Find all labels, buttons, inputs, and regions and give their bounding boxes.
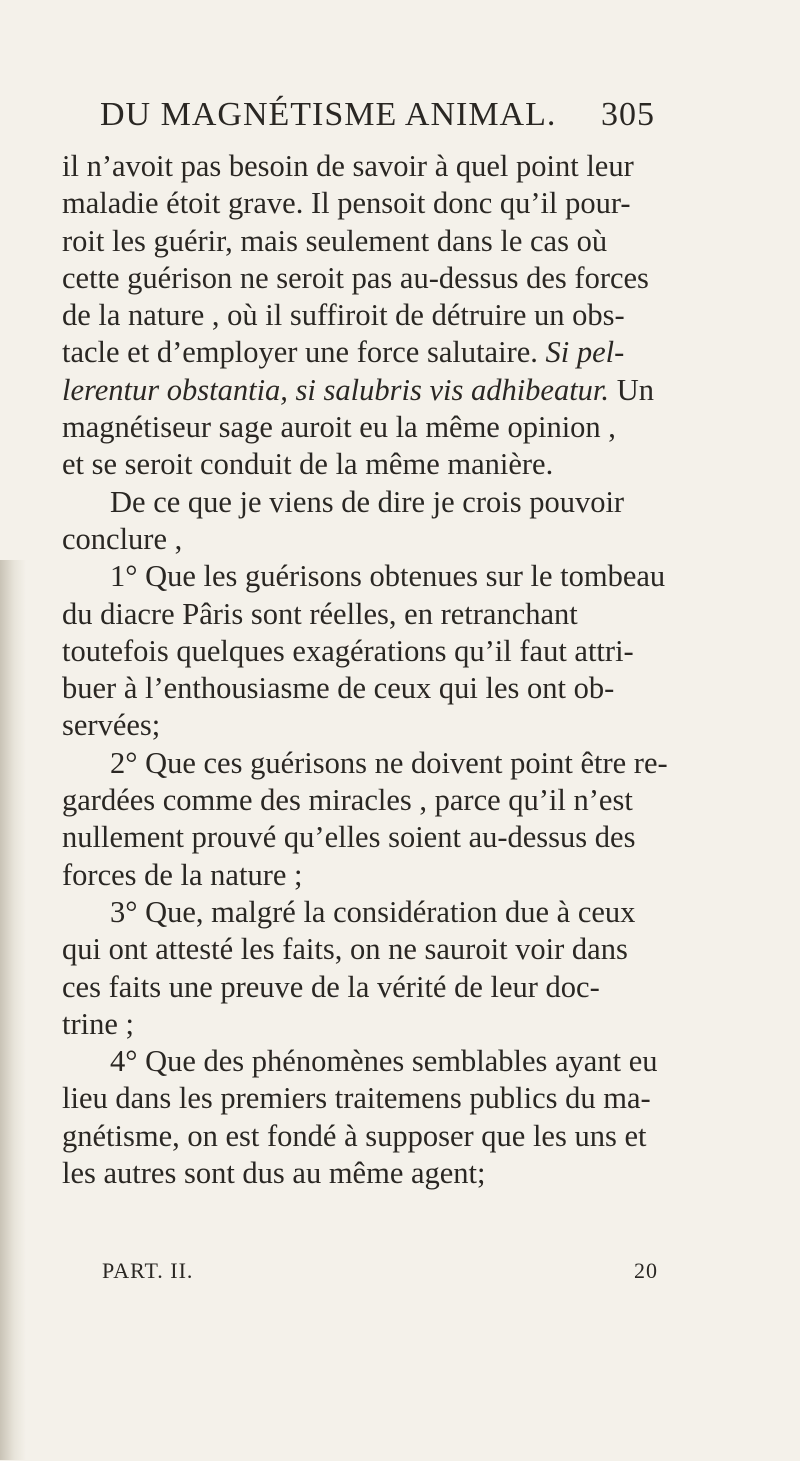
body-text <box>62 148 668 1192</box>
text-line: les autres sont dus au même agent; <box>62 1156 486 1191</box>
header-title: DU MAGNÉTISME ANIMAL. <box>100 96 557 133</box>
text-line <box>62 334 662 371</box>
text-line: 2° Que ces guérisons ne doivent point être re- <box>110 745 668 780</box>
text-line: servées; <box>62 708 161 743</box>
text-line: roit les guérir, mais seulement dans le cas où <box>62 223 608 258</box>
text-line: et se seroit conduit de la même manière. <box>62 447 554 482</box>
page-footer <box>102 1258 658 1288</box>
text-line: magnétiseur sage auroit eu la même opinion , <box>62 410 616 445</box>
text-line-part: Un <box>616 372 654 407</box>
gathering-number: 20 <box>634 1258 658 1283</box>
page-edge-shadow <box>0 560 26 1460</box>
text-line: forces de la nature ; <box>62 857 303 892</box>
text-line: lieu dans les premiers traitemens publics du ma- <box>62 1081 651 1116</box>
latin-quote-end: lerentur obstantia, si salubris vis adhibeatur. <box>62 372 610 407</box>
text-line: du diacre Pâris sont réelles, en retranchant <box>62 596 578 631</box>
text-line: toutefois quelques exagérations qu’il faut attri- <box>62 633 634 668</box>
text-line: De ce que je viens de dire je crois pouvoir <box>110 484 625 519</box>
text-line: qui ont attesté les faits, on ne sauroit voir dans <box>62 932 628 967</box>
text-line-part: tacle et d’employer une force salutaire. <box>62 335 538 370</box>
text-line: conclure , <box>62 521 183 556</box>
text-line: de la nature , où il suffiroit de détruire un obs- <box>62 298 625 333</box>
text-line: 4° Que des phénomènes semblables ayant eu <box>110 1044 658 1079</box>
latin-quote-start: Si pel- <box>545 335 625 370</box>
text-line: gnétisme, on est fondé à supposer que les uns et <box>62 1118 647 1153</box>
text-line: ces faits une preuve de la vérité de leur doc- <box>62 969 600 1004</box>
text-line: il n’avoit pas besoin de savoir à quel point leur <box>62 149 634 183</box>
text-line: 1° Que les guérisons obtenues sur le tombeau <box>110 559 666 594</box>
running-header <box>100 96 655 138</box>
text-line: trine ; <box>62 1006 134 1041</box>
text-line: buer à l’enthousiasme de ceux qui les ont ob- <box>62 671 615 706</box>
text-line: nullement prouvé qu’elles soient au-dessus des <box>62 820 636 855</box>
text-line: gardées comme des miracles , parce qu’il n’est <box>62 783 633 818</box>
page-number: 305 <box>601 96 655 133</box>
signature-mark: PART. II. <box>102 1258 194 1283</box>
text-line <box>62 372 662 409</box>
text-line: 3° Que, malgré la considération due à ceux <box>110 894 636 929</box>
text-line: cette guérison ne seroit pas au-dessus des forces <box>62 260 649 295</box>
text-line: maladie étoit grave. Il pensoit donc qu’il pour- <box>62 186 631 221</box>
